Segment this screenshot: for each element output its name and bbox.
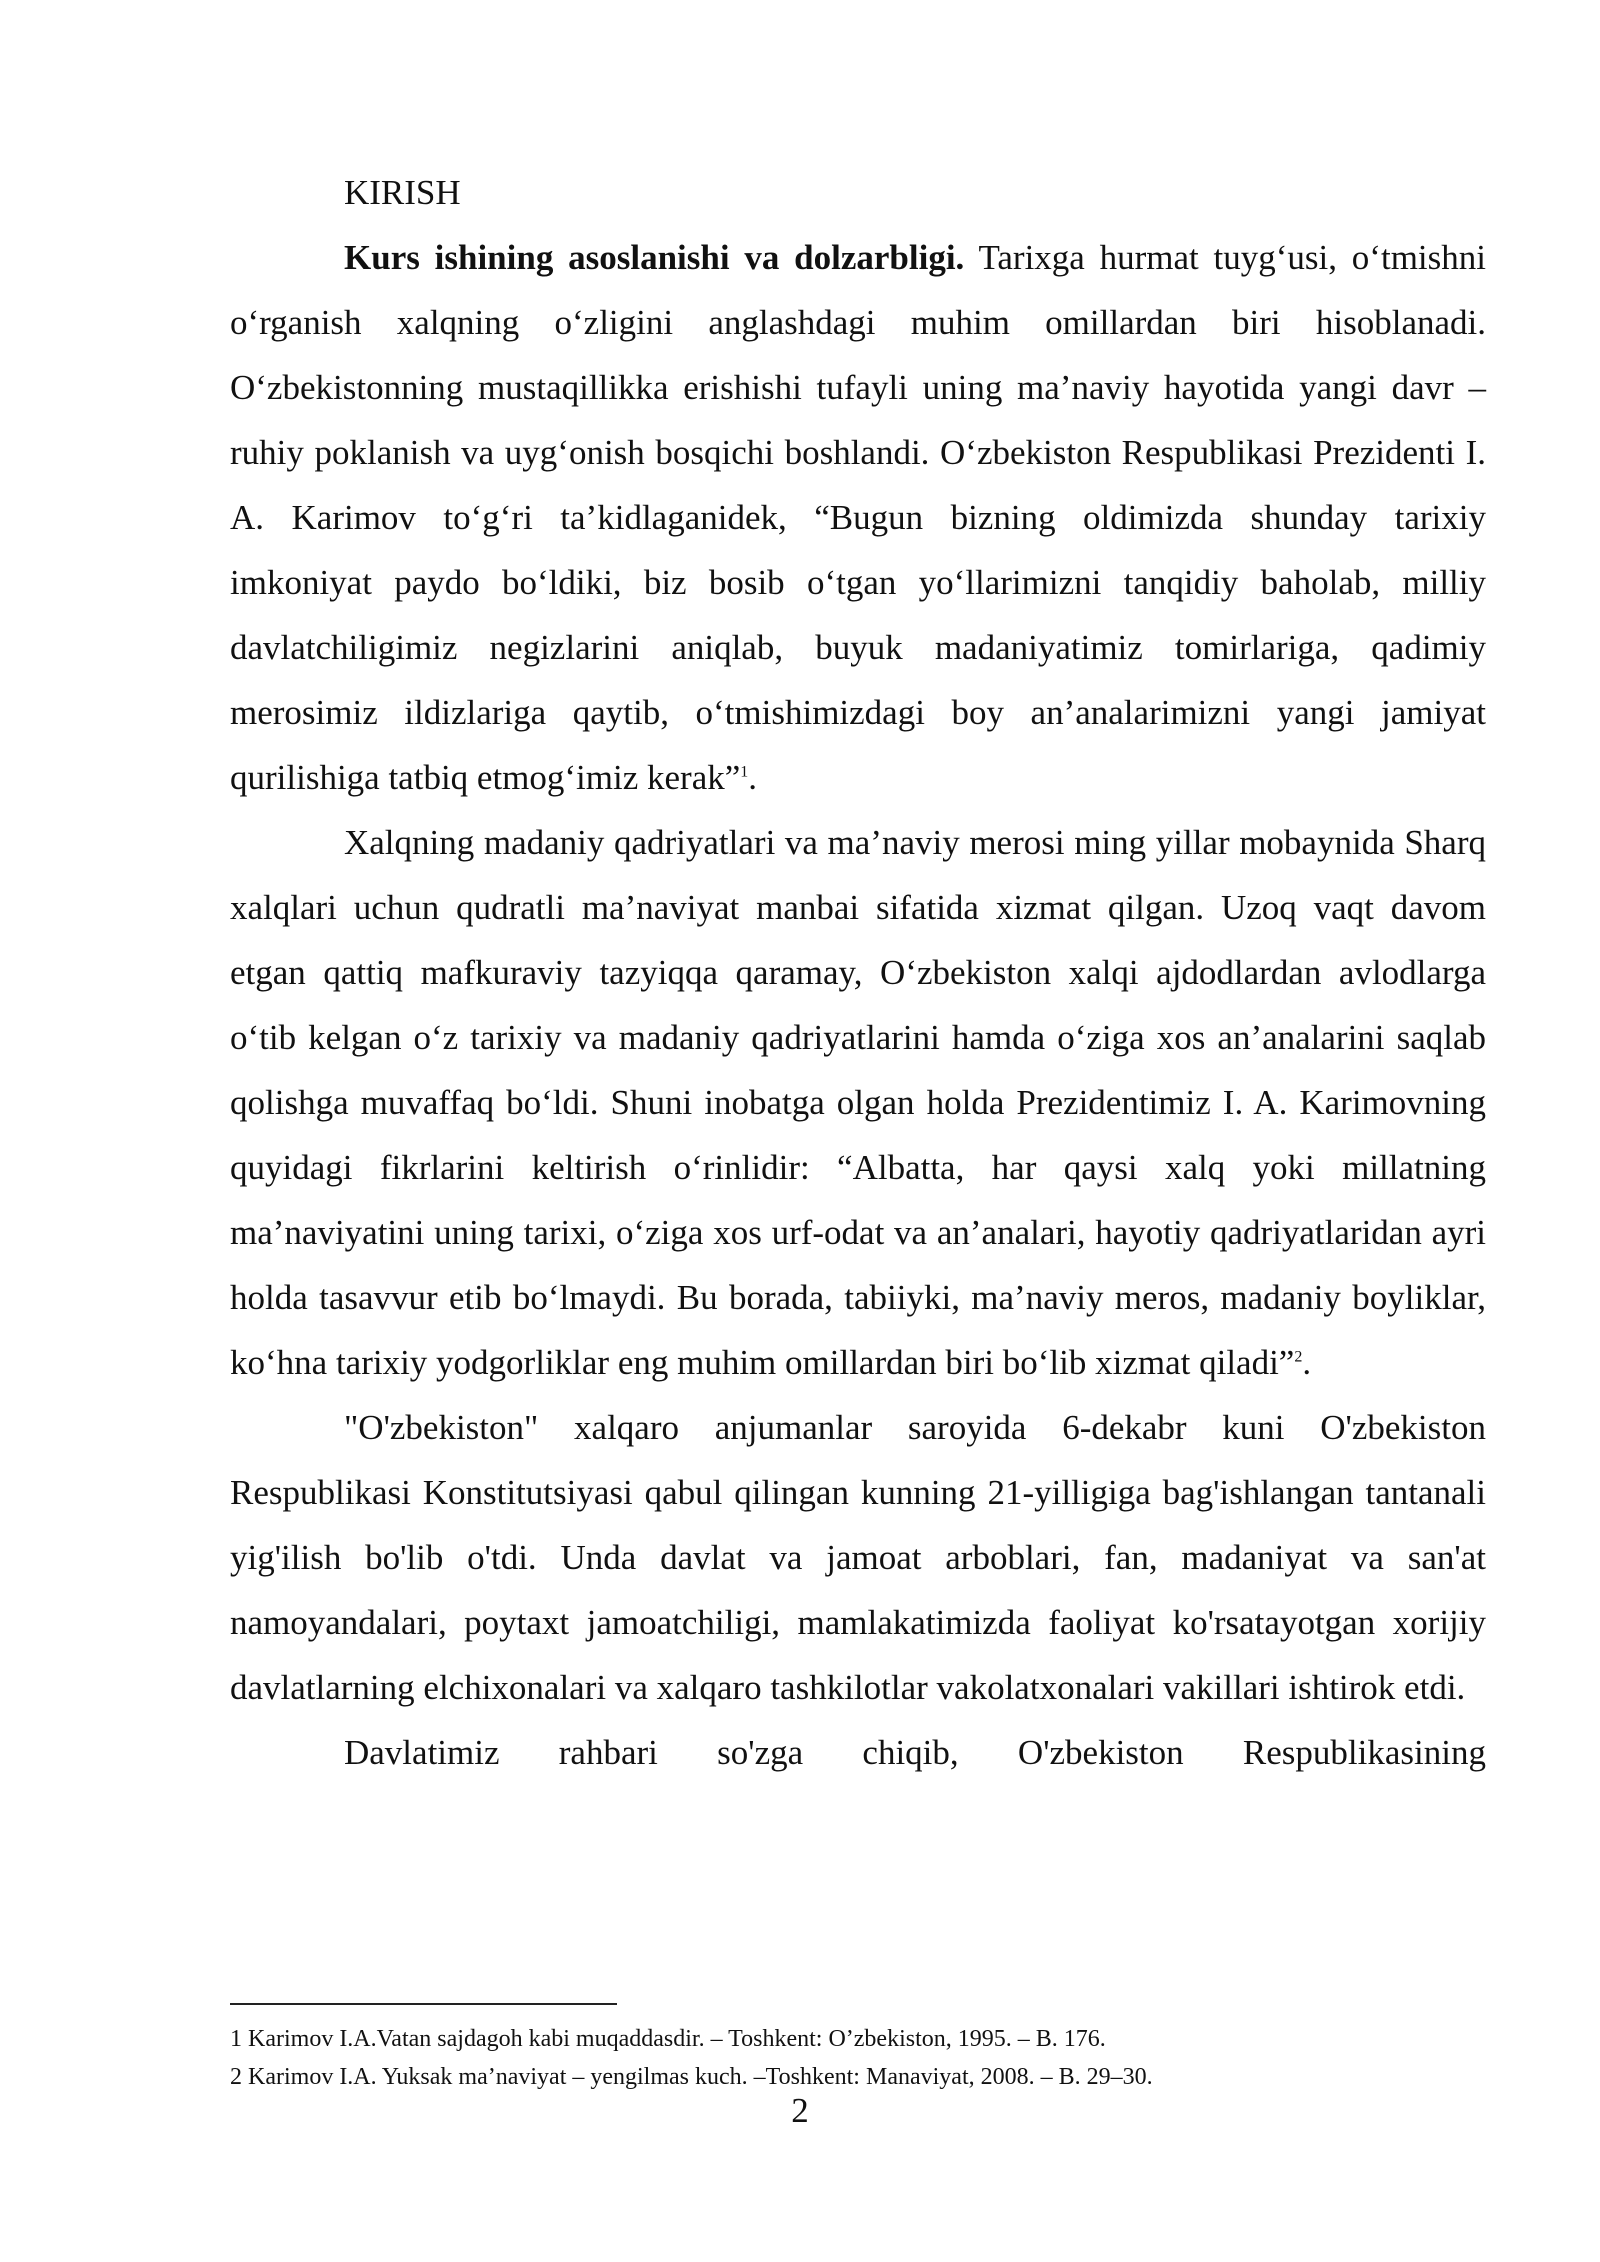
paragraph-text: Tarixga hurmat tuyg‘usi, o‘tmishni o‘rganish xalqning o‘zligini anglashdagi muhim omillardan biri hisoblanadi. O‘zbekistonning mustaqillikka erishishi tufayli uning ma’naviy hayotida yangi davr – ruhiy poklanish va uyg‘onish bosqichi boshlandi. O‘zbekiston Respublikasi Prezidenti I. A. Karimov to‘g‘ri ta’kidlaganidek, “Bugun bizning oldimizda shunday tarixiy imkoniyat paydo bo‘ldiki, biz bosib o‘tgan yo‘llarimizni tanqidiy baholab, milliy davlatchiligimiz negizlarini aniqlab, buyuk madaniyatimiz tomirlariga, qadimiy merosimiz ildizlariga qaytib, o‘tmishimizdagi boy an’analarimizni yangi jamiyat qurilishiga tatbiq etmog‘imiz kerak” — [230, 238, 1486, 797]
footnote-ref-2[interactable]: 2 — [1294, 1348, 1303, 1366]
word: rahbari — [558, 1733, 658, 1772]
paragraph-tail: . — [748, 758, 758, 797]
paragraph-lead: Kurs ishining asoslanishi va dolzarbligi. — [344, 238, 965, 277]
footnote-2: 2 Karimov I.A. Yuksak ma’naviyat – yengilmas kuch. –Toshkent: Manaviyat, 2008. – B. 29–30. — [230, 2064, 1153, 2090]
paragraph-continued — [230, 1720, 1486, 1785]
footnote-divider — [230, 2003, 617, 2005]
word: Respublikasining — [1242, 1733, 1486, 1772]
word: so'zga — [717, 1733, 804, 1772]
footnotes — [230, 2020, 1490, 2096]
body-text — [230, 160, 1486, 1785]
paragraph-tail: . — [1302, 1343, 1312, 1382]
footnote-ref-1[interactable]: 1 — [740, 763, 749, 781]
paragraph-text: "O'zbekiston" xalqaro anjumanlar saroyida 6-dekabr kuni O'zbekiston Respublikasi Konstitutsiyasi qabul qilingan kunning 21-yilligiga bag'ishlangan tantanali yig'ilish bo'lib o'tdi. Unda davlat va jamoat arboblari, fan, madaniyat va san'at namoyandalari, poytaxt jamoatchiligi, mamlakatimizda faoliyat ko'rsatayotgan xorijiy davlatlarning elchixonalari va xalqaro tashkilotlar vakolatxonalari vakillari ishtirok etdi. — [230, 1408, 1486, 1707]
page-number: 2 — [791, 2091, 809, 2130]
paragraph-constitution-event — [230, 1395, 1486, 1720]
paragraph-text: Xalqning madaniy qadriyatlari va ma’naviy merosi ming yillar mobaynida Sharq xalqlari uchun qudratli ma’naviyat manbai sifatida xizmat qilgan. Uzoq vaqt davom etgan qattiq mafkuraviy tazyiqqa qaramay, O‘zbekiston xalqi ajdodlardan avlodlarga o‘tib kelgan o‘z tarixiy va madaniy qadriyatlarini hamda o‘ziga xos an’analarini saqlab qolishga muvaffaq bo‘ldi. Shuni inobatga olgan holda Prezidentimiz I. A. Karimovning quyidagi fikrlarini keltirish o‘rinlidir: “Albatta, har qaysi xalq yoki millatning ma’naviyatini uning tarixi, o‘ziga xos urf-odat va an’analari, hayotiy qadriyatlaridan ayri holda tasavvur etib bo‘lmaydi. Bu borada, tabiiyki, ma’naviy meros, madaniy boyliklar, ko‘hna tarixiy yodgorliklar eng muhim omillardan biri bo‘lib xizmat qiladi” — [230, 823, 1486, 1382]
section-heading: KIRISH — [344, 173, 461, 212]
word: O'zbekiston — [1017, 1733, 1184, 1772]
word: chiqib, — [862, 1733, 959, 1772]
paragraph-rationale — [230, 225, 1486, 810]
word: Davlatimiz — [344, 1733, 500, 1772]
footnote-1: 1 Karimov I.A.Vatan sajdagoh kabi muqaddasdir. – Toshkent: O’zbekiston, 1995. – B. 176. — [230, 2026, 1106, 2052]
paragraph-heritage — [230, 810, 1486, 1395]
